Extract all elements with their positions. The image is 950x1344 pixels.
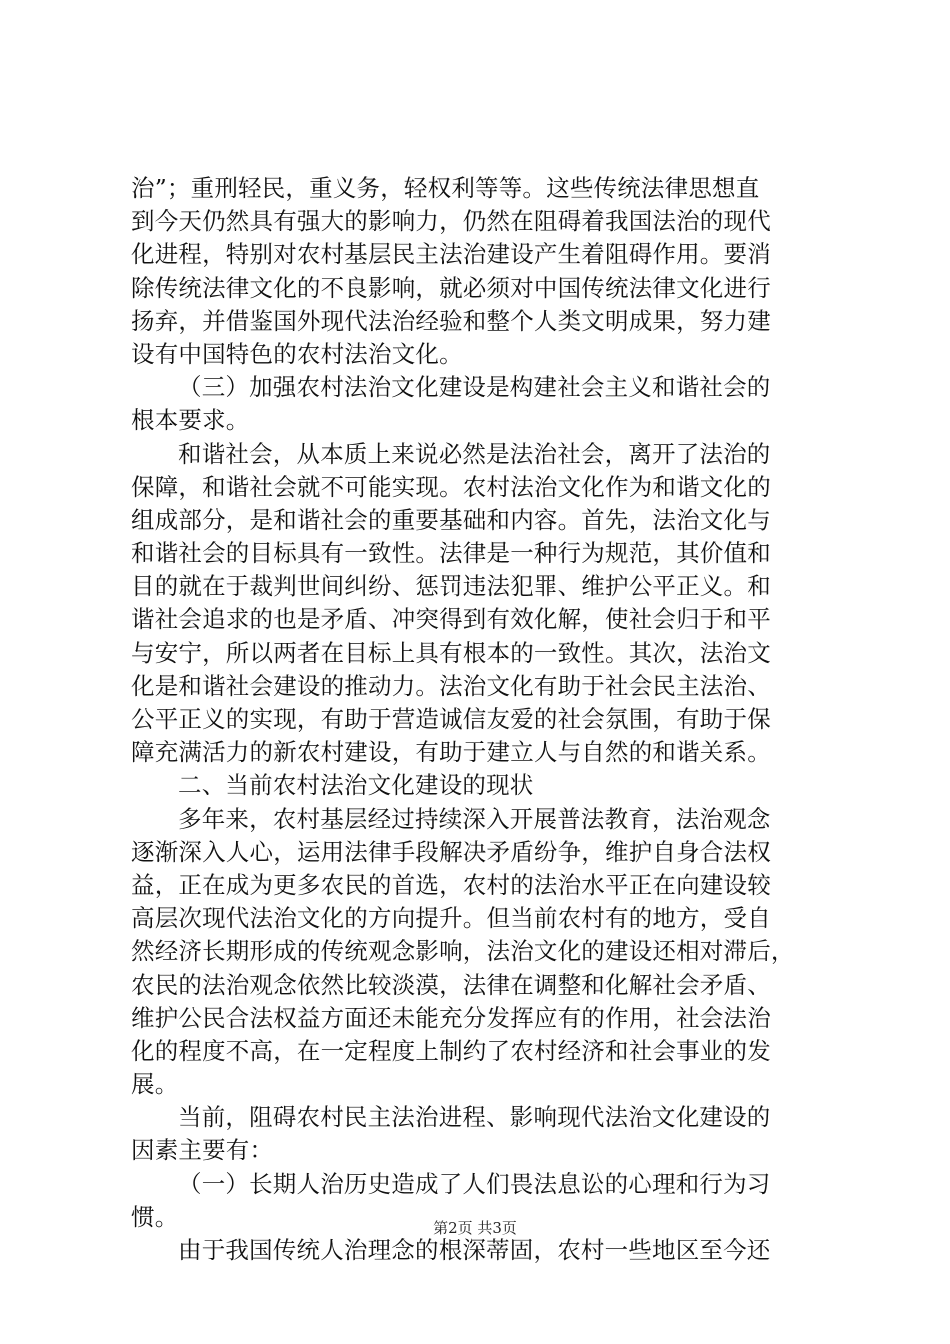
page-number-footer: 第2页 共3页 <box>433 1219 517 1237</box>
text-line: 展。 <box>131 1070 179 1099</box>
text-line: 多年来，农村基层经过持续深入开展普法教育，法治观念 <box>178 804 771 833</box>
text-line: 公平正义的实现，有助于营造诚信友爱的社会氛围，有助于保 <box>131 705 771 733</box>
section-heading: （三）加强农村法治文化建设是构建社会主义和谐社会的 <box>178 373 771 402</box>
section-heading-continuation: 惯。 <box>131 1202 179 1231</box>
text-line: 当前，阻碍农村民主法治进程、影响现代法治文化建设的 <box>178 1103 771 1132</box>
text-line: 除传统法律文化的不良影响，就必须对中国传统法律文化进行 <box>131 273 771 302</box>
section-heading: 二、当前农村法治文化建设的现状 <box>178 771 534 800</box>
section-heading-continuation: 根本要求。 <box>131 406 250 435</box>
text-line: 障充满活力的新农村建设，有助于建立人与自然的和谐关系。 <box>131 738 771 767</box>
text-line: 到今天仍然具有强大的影响力，仍然在阻碍着我国法治的现代 <box>131 207 771 236</box>
text-line: 和谐社会的目标具有一致性。法律是一种行为规范，其价值和 <box>131 539 771 568</box>
text-line: 扬弃，并借鉴国外现代法治经验和整个人类文明成果，努力建 <box>131 306 771 335</box>
text-line: 然经济长期形成的传统观念影响，法治文化的建设还相对滞后， <box>131 937 795 966</box>
text-line: 因素主要有： <box>131 1136 274 1165</box>
text-line: 化进程，特别对农村基层民主法治建设产生着阻碍作用。要消 <box>131 240 771 269</box>
text-line: 由于我国传统人治理念的根深蒂固，农村一些地区至今还 <box>178 1236 771 1264</box>
text-line: 高层次现代法治文化的方向提升。但当前农村有的地方，受自 <box>131 904 771 933</box>
text-line: 和谐社会，从本质上来说必然是法治社会，离开了法治的 <box>178 439 771 468</box>
text-line: 治”；重刑轻民，重义务，轻权利等等。这些传统法律思想直 <box>131 174 760 202</box>
text-line: 逐渐深入人心，运用法律手段解决矛盾纷争，维护自身合法权 <box>131 837 771 866</box>
section-heading: （一）长期人治历史造成了人们畏法息讼的心理和行为习 <box>178 1169 771 1198</box>
text-line: 农民的法治观念依然比较淡漠，法律在调整和化解社会矛盾、 <box>131 970 771 999</box>
text-line: 与安宁，所以两者在目标上具有根本的一致性。其次，法治文 <box>131 638 771 667</box>
text-line: 保障，和谐社会就不可能实现。农村法治文化作为和谐文化的 <box>131 472 771 501</box>
text-line: 组成部分，是和谐社会的重要基础和内容。首先，法治文化与 <box>131 505 771 534</box>
text-line: 设有中国特色的农村法治文化。 <box>131 339 463 368</box>
text-line: 谐社会追求的也是矛盾、冲突得到有效化解，使社会归于和平 <box>131 605 771 634</box>
text-line: 维护公民合法权益方面还未能充分发挥应有的作用，社会法治 <box>131 1003 771 1032</box>
text-line: 益，正在成为更多农民的首选，农村的法治水平正在向建设较 <box>131 870 771 899</box>
text-line: 化是和谐社会建设的推动力。法治文化有助于社会民主法治、 <box>131 671 771 700</box>
text-line: 目的就在于裁判世间纠纷、惩罚违法犯罪、维护公平正义。和 <box>131 572 771 601</box>
text-line: 化的程度不高，在一定程度上制约了农村经济和社会事业的发 <box>131 1036 771 1065</box>
document-body <box>131 172 831 1267</box>
